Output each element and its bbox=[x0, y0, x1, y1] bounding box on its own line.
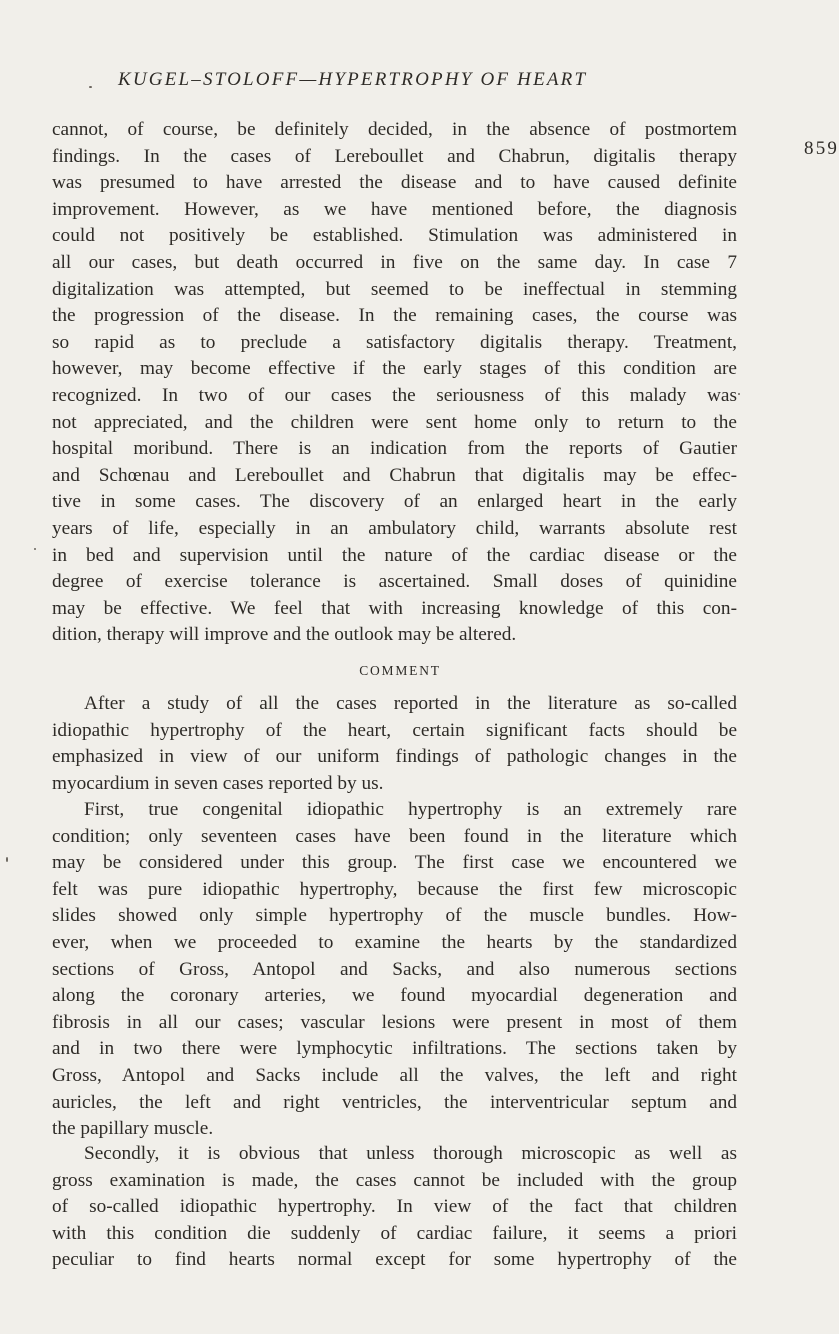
text-line: peculiar to find hearts normal except for some hypertrophy of the bbox=[52, 1249, 737, 1271]
paragraph-4 bbox=[52, 1141, 737, 1274]
text-line: First, true congenital idiopathic hypertrophy is an extremely rare bbox=[84, 799, 737, 820]
text-line: hospital moribund. There is an indication from the reports of Gautier bbox=[52, 438, 737, 460]
text-line: not appreciated, and the children were sent home only to return to the bbox=[52, 411, 737, 433]
text-line: and Schœnau and Lereboullet and Chabrun that digitalis may be effec- bbox=[52, 464, 737, 486]
text-line: years of life, especially in an ambulatory child, warrants absolute rest bbox=[52, 517, 737, 539]
text-line: ever, when we proceeded to examine the hearts by the standardized bbox=[52, 931, 737, 953]
text-line: was presumed to have arrested the disease and to have caused definite bbox=[52, 172, 737, 194]
text-line: cannot, of course, be definitely decided, in the absence of postmortem bbox=[52, 119, 737, 140]
text-line: fibrosis in all our cases; vascular lesions were present in most of them bbox=[52, 1011, 737, 1033]
text-line: could not positively be established. Stimulation was administered in bbox=[52, 225, 737, 247]
text-line: gross examination is made, the cases cannot be included with the group bbox=[52, 1169, 737, 1191]
text-line: dition, therapy will improve and the outlook may be altered. bbox=[52, 624, 517, 646]
running-head-title: KUGEL–STOLOFF—HYPERTROPHY OF HEART bbox=[118, 69, 588, 90]
text-line: condition; only seventeen cases have been found in the literature which bbox=[52, 825, 737, 847]
text-line: emphasized in view of our uniform findings of pathologic changes in the bbox=[52, 746, 737, 768]
text-line: and in two there were lymphocytic infiltrations. The sections taken by bbox=[52, 1038, 737, 1060]
text-line: findings. In the cases of Lereboullet and Chabrun, digitalis therapy bbox=[52, 145, 737, 167]
text-line: may be effective. We feel that with increasing knowledge of this con- bbox=[52, 597, 737, 619]
text-line: slides showed only simple hypertrophy of the muscle bundles. How- bbox=[52, 905, 737, 927]
text-line: however, may become effective if the early stages of this condition are bbox=[52, 358, 737, 380]
text-line: tive in some cases. The discovery of an enlarged heart in the early bbox=[52, 491, 737, 513]
text-line: recognized. In two of our cases the seriousness of this malady was bbox=[52, 384, 737, 406]
text-line: in bed and supervision until the nature of the cardiac disease or the bbox=[52, 544, 737, 566]
text-line: along the coronary arteries, we found myocardial degeneration and bbox=[52, 985, 737, 1007]
text-line: myocardium in seven cases reported by us. bbox=[52, 772, 384, 794]
text-line: Secondly, it is obvious that unless thorough microscopic as well as bbox=[84, 1143, 737, 1164]
scan-speck bbox=[738, 393, 740, 395]
text-line: of so-called idiopathic hypertrophy. In view of the fact that children bbox=[52, 1196, 737, 1218]
text-line: so rapid as to preclude a satisfactory digitalis therapy. Treatment, bbox=[52, 331, 737, 353]
text-line: After a study of all the cases reported in the literature as so-called bbox=[84, 693, 737, 714]
page-number: 859 bbox=[804, 138, 839, 159]
text-line: felt was pure idiopathic hypertrophy, because the first few microscopic bbox=[52, 878, 737, 900]
text-line: sections of Gross, Antopol and Sacks, and also numerous sections bbox=[52, 958, 737, 980]
paragraph-3 bbox=[52, 797, 737, 1143]
text-line: the progression of the disease. In the remaining cases, the course was bbox=[52, 305, 737, 327]
text-line: degree of exercise tolerance is ascertained. Small doses of quinidine bbox=[52, 571, 737, 593]
paragraph-1 bbox=[52, 117, 737, 649]
text-line: may be considered under this group. The first case we encountered we bbox=[52, 852, 737, 874]
text-line: the papillary muscle. bbox=[52, 1118, 214, 1140]
text-line: idiopathic hypertrophy of the heart, certain significant facts should be bbox=[52, 719, 737, 741]
scan-speck bbox=[89, 86, 92, 88]
text-line: digitalization was attempted, but seemed to be ineffectual in stemming bbox=[52, 278, 737, 300]
text-line: Gross, Antopol and Sacks include all the valves, the left and right bbox=[52, 1064, 737, 1086]
text-line: improvement. However, as we have mentioned before, the diagnosis bbox=[52, 198, 737, 220]
text-line: with this condition die suddenly of cardiac failure, it seems a priori bbox=[52, 1222, 737, 1244]
section-heading: COMMENT bbox=[359, 663, 441, 678]
scan-speck bbox=[6, 857, 8, 862]
text-line: auricles, the left and right ventricles, the interventricular septum and bbox=[52, 1091, 737, 1113]
text-line: all our cases, but death occurred in five on the same day. In case 7 bbox=[52, 251, 737, 273]
paragraph-2 bbox=[52, 691, 737, 797]
scan-speck bbox=[34, 548, 36, 550]
